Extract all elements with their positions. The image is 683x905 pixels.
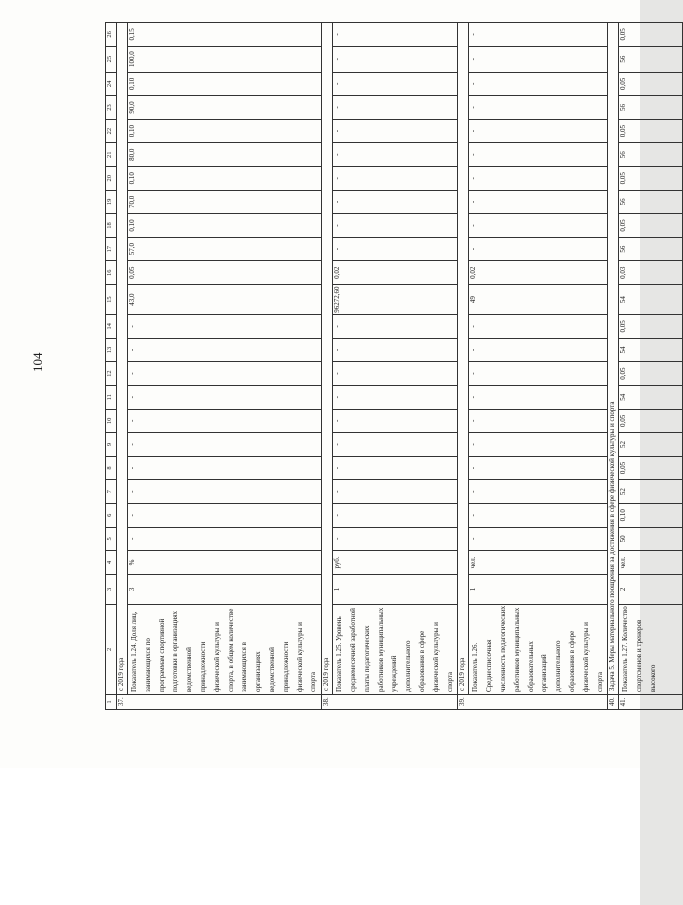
value-cell: -: [469, 237, 608, 261]
value-cell: 54: [619, 285, 683, 315]
column-number-cell: 24: [106, 72, 117, 96]
value-cell: -: [469, 214, 608, 238]
value-cell: -: [333, 409, 458, 433]
value-cell: -: [333, 503, 458, 527]
value-cell: -: [333, 385, 458, 409]
level-cell: 1: [333, 574, 458, 604]
column-number-cell: 13: [106, 338, 117, 362]
value-cell: -: [333, 315, 458, 339]
value-cell: 0,05: [619, 409, 683, 433]
column-number-cell: 12: [106, 362, 117, 386]
value-cell: 0,05: [619, 23, 683, 47]
value-cell: -: [128, 433, 322, 457]
value-cell: -: [469, 46, 608, 72]
column-number-cell: 3: [106, 574, 117, 604]
value-cell: -: [469, 480, 608, 504]
column-number-cell: 8: [106, 456, 117, 480]
section-title: Задача 5. Меры материального поощрения за достижения в сфере физической культуры и спорта: [608, 23, 619, 695]
table-row: [128, 23, 322, 710]
value-cell: -: [128, 503, 322, 527]
value-cell: 0,02: [469, 261, 608, 285]
value-cell: 52: [619, 480, 683, 504]
value-cell: -: [469, 409, 608, 433]
value-cell: -: [333, 190, 458, 214]
value-cell: -: [333, 119, 458, 143]
indicator-name: Показатель 1.27. Количество спортсменов и тренеров высокого: [619, 604, 683, 694]
row-number: 37.: [117, 694, 322, 709]
value-cell: -: [333, 96, 458, 120]
value-cell: -: [128, 315, 322, 339]
column-number-cell: 26: [106, 23, 117, 47]
page-margin: [0, 768, 640, 905]
value-cell: 57,0: [128, 237, 322, 261]
value-cell: -: [333, 23, 458, 47]
value-cell: -: [333, 456, 458, 480]
value-cell: 96272,60: [333, 285, 458, 315]
value-cell: -: [469, 23, 608, 47]
value-cell: 0,05: [128, 261, 322, 285]
value-cell: 0,10: [619, 503, 683, 527]
column-number-cell: 19: [106, 190, 117, 214]
value-cell: -: [469, 190, 608, 214]
column-number-cell: 21: [106, 143, 117, 167]
value-cell: 0,03: [619, 261, 683, 285]
value-cell: -: [128, 338, 322, 362]
value-cell: -: [469, 456, 608, 480]
value-cell: 54: [619, 385, 683, 409]
column-number-cell: 20: [106, 166, 117, 190]
table-row: [333, 23, 458, 710]
column-number-cell: 1: [106, 694, 117, 709]
since-label: с 2019 года: [458, 23, 469, 695]
value-cell: 0,15: [128, 23, 322, 47]
column-number-cell: 6: [106, 503, 117, 527]
column-number-cell: 10: [106, 409, 117, 433]
level-cell: 2: [619, 574, 683, 604]
value-cell: 0,02: [333, 261, 458, 285]
column-number-cell: 25: [106, 46, 117, 72]
value-cell: -: [333, 166, 458, 190]
column-number-cell: 11: [106, 385, 117, 409]
value-cell: -: [333, 527, 458, 551]
value-cell: 52: [619, 433, 683, 457]
value-cell: 80,0: [128, 143, 322, 167]
value-cell: -: [128, 409, 322, 433]
value-cell: -: [333, 214, 458, 238]
column-number-row: [106, 23, 117, 710]
value-cell: -: [469, 72, 608, 96]
column-number-cell: 18: [106, 214, 117, 238]
value-cell: 0,10: [128, 119, 322, 143]
value-cell: 0,10: [128, 166, 322, 190]
since-row: [322, 23, 333, 710]
column-number-cell: 2: [106, 604, 117, 694]
indicators-table: [105, 22, 683, 710]
value-cell: 0,05: [619, 72, 683, 96]
value-cell: -: [333, 433, 458, 457]
value-cell: -: [128, 385, 322, 409]
value-cell: 0,05: [619, 214, 683, 238]
column-number-cell: 7: [106, 480, 117, 504]
row-number: 38.: [322, 694, 458, 709]
column-number-cell: 16: [106, 261, 117, 285]
value-cell: -: [128, 480, 322, 504]
value-cell: 56: [619, 190, 683, 214]
value-cell: 90,0: [128, 96, 322, 120]
column-number-cell: 23: [106, 96, 117, 120]
column-number-cell: 17: [106, 237, 117, 261]
value-cell: -: [469, 338, 608, 362]
value-cell: -: [469, 119, 608, 143]
value-cell: -: [333, 362, 458, 386]
value-cell: -: [333, 237, 458, 261]
value-cell: 0,05: [619, 166, 683, 190]
value-cell: 56: [619, 143, 683, 167]
since-row: [458, 23, 469, 710]
section-row: [608, 23, 619, 710]
indicator-name: Показатель 1.25. Уровень среднемесячной заработной платы педагогических работников муниципальных учреждений дополнительного образования в сфере физической культуры и спорта: [333, 604, 458, 694]
value-cell: -: [333, 143, 458, 167]
value-cell: -: [333, 46, 458, 72]
row-number: 39.: [458, 694, 608, 709]
value-cell: 70,0: [128, 190, 322, 214]
value-cell: -: [469, 503, 608, 527]
value-cell: 0,10: [128, 72, 322, 96]
value-cell: 0,05: [619, 315, 683, 339]
column-number-cell: 22: [106, 119, 117, 143]
value-cell: 54: [619, 338, 683, 362]
value-cell: 0,05: [619, 362, 683, 386]
value-cell: -: [469, 362, 608, 386]
value-cell: -: [128, 456, 322, 480]
column-number-cell: 14: [106, 315, 117, 339]
column-number-cell: 4: [106, 551, 117, 575]
since-row: [117, 23, 128, 710]
value-cell: -: [128, 362, 322, 386]
value-cell: -: [333, 72, 458, 96]
value-cell: 56: [619, 237, 683, 261]
level-cell: 3: [128, 574, 322, 604]
value-cell: 0,05: [619, 456, 683, 480]
column-number-cell: 15: [106, 285, 117, 315]
value-cell: 56: [619, 46, 683, 72]
rotated-table-container: [105, 22, 657, 710]
unit-cell: чел.: [469, 551, 608, 575]
value-cell: 0,10: [128, 214, 322, 238]
value-cell: -: [333, 480, 458, 504]
page-number: 104: [30, 352, 45, 372]
indicator-name: Показатель 1.24. Доля лиц, занимающихся по программам спортивной подготовки в организациях ведомственной принадлежности физической культуры и спорта, в общем количестве занимающихся в организациях ведомственной принадлежности физической культуры и спорта: [128, 604, 322, 694]
level-cell: 1: [469, 574, 608, 604]
value-cell: -: [128, 527, 322, 551]
value-cell: -: [469, 527, 608, 551]
unit-cell: руб.: [333, 551, 458, 575]
since-label: с 2019 года: [117, 23, 128, 695]
table-row: [619, 23, 683, 710]
indicator-name: Показатель 1.26. Среднесписочная численность педагогических работников муниципальных образовательных организаций дополнительного образования в сфере физической культуры и спорта: [469, 604, 608, 694]
row-number: 40.: [608, 694, 619, 709]
value-cell: -: [469, 385, 608, 409]
value-cell: -: [333, 338, 458, 362]
value-cell: 43,0: [128, 285, 322, 315]
value-cell: -: [469, 143, 608, 167]
table-body: [106, 23, 683, 710]
unit-cell: %: [128, 551, 322, 575]
row-number: 41.: [619, 694, 683, 709]
value-cell: -: [469, 166, 608, 190]
column-number-cell: 9: [106, 433, 117, 457]
value-cell: 49: [469, 285, 608, 315]
table-row: [469, 23, 608, 710]
value-cell: -: [469, 315, 608, 339]
unit-cell: чел.: [619, 551, 683, 575]
value-cell: -: [469, 433, 608, 457]
value-cell: 100,0: [128, 46, 322, 72]
value-cell: 0,05: [619, 119, 683, 143]
value-cell: 56: [619, 96, 683, 120]
value-cell: -: [469, 96, 608, 120]
since-label: с 2019 года: [322, 23, 333, 695]
value-cell: 50: [619, 527, 683, 551]
column-number-cell: 5: [106, 527, 117, 551]
